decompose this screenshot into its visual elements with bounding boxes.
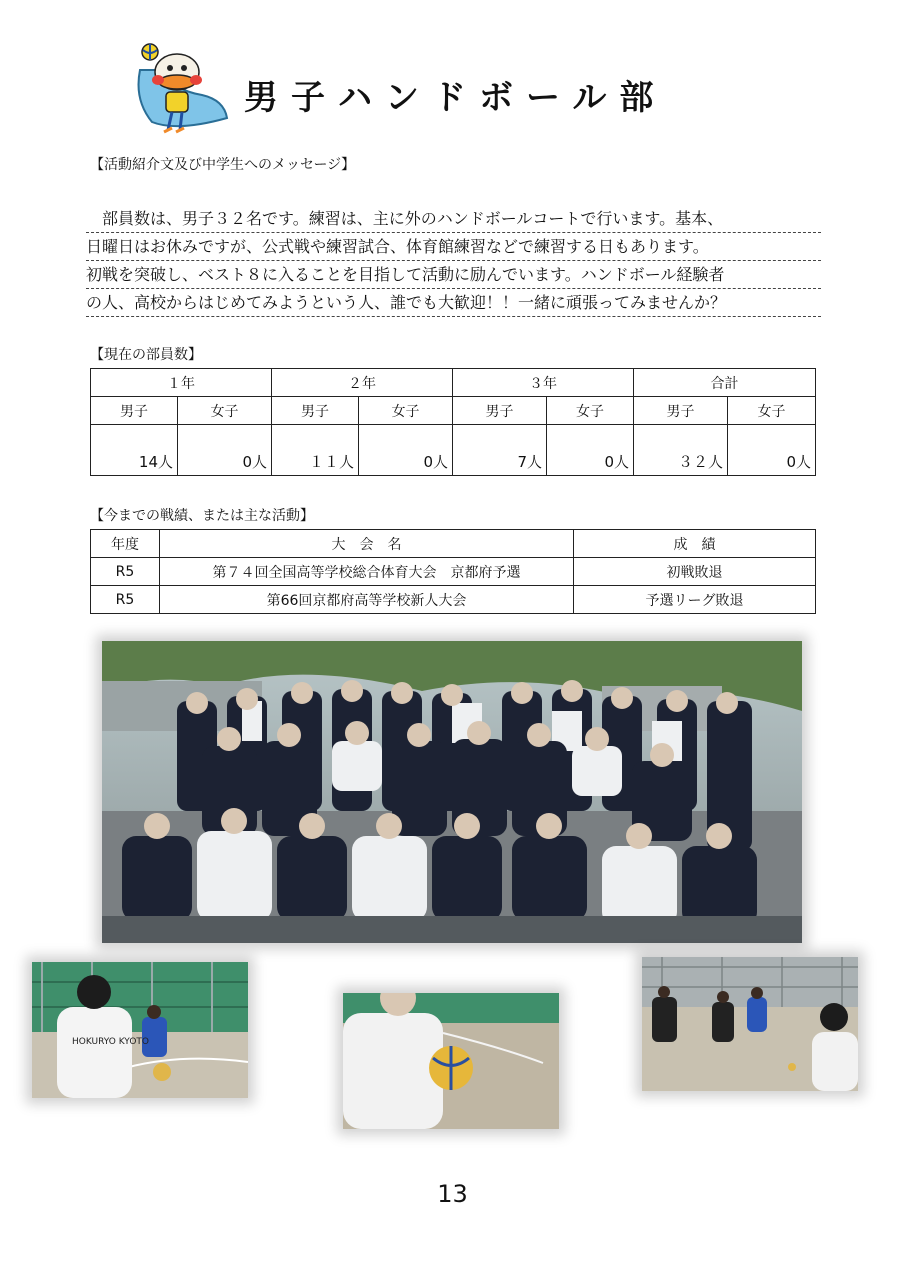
results-label: 【今までの戦績、または主な活動】	[90, 508, 314, 524]
member-count: 14人	[91, 425, 178, 476]
page-number: 13	[437, 1180, 468, 1208]
result-event: 第66回京都府高等学校新人大会	[160, 586, 574, 614]
practice-photo-2	[343, 993, 559, 1129]
table-row	[91, 586, 816, 614]
table-row	[91, 558, 816, 586]
intro-line: 部員数は、男子３２名です。練習は、主に外のハンドボールコートで行います。基本、	[86, 205, 821, 233]
member-count: 0人	[359, 425, 453, 476]
intro-message	[86, 205, 821, 317]
grade-header: 合計	[634, 369, 816, 397]
result-event: 第７４回全国高等学校総合体育大会 京都府予選	[160, 558, 574, 586]
page-title: 男子ハンドボール部	[244, 78, 667, 118]
shirt-text: HOKURYO KYOTO	[72, 1037, 149, 1047]
sex-header: 女子	[359, 397, 453, 425]
member-count: 7人	[453, 425, 547, 476]
mascot-logo	[132, 40, 232, 140]
intro-line: の人、高校からはじめてみようという人、誰でも大歓迎！！一緒に頑張ってみませんか？	[86, 289, 821, 317]
sex-header: 男子	[91, 397, 178, 425]
result-year: R5	[91, 586, 160, 614]
sex-header: 男子	[634, 397, 728, 425]
member-count: 0人	[547, 425, 634, 476]
team-photo	[102, 641, 802, 943]
results-header-result: 成 績	[574, 530, 816, 558]
intro-label: 【活動紹介文及び中学生へのメッセージ】	[90, 157, 356, 173]
result-year: R5	[91, 558, 160, 586]
practice-photo-1	[32, 962, 248, 1098]
practice-photo-3	[642, 957, 858, 1091]
results-header-event: 大 会 名	[160, 530, 574, 558]
member-count: ３２人	[634, 425, 728, 476]
grade-header: ３年	[453, 369, 634, 397]
sex-header: 男子	[453, 397, 547, 425]
result-outcome: 予選リーグ敗退	[574, 586, 816, 614]
member-count: １１人	[272, 425, 359, 476]
members-label: 【現在の部員数】	[90, 347, 202, 363]
results-header-year: 年度	[91, 530, 160, 558]
grade-header: １年	[91, 369, 272, 397]
sex-header: 女子	[178, 397, 272, 425]
sex-header: 女子	[728, 397, 816, 425]
intro-line: 日曜日はお休みですが、公式戦や練習試合、体育館練習などで練習する日もあります。	[86, 233, 821, 261]
sex-header: 女子	[547, 397, 634, 425]
member-count: 0人	[178, 425, 272, 476]
intro-line: 初戦を突破し、ベスト８に入ることを目指して活動に励んでいます。ハンドボール経験者	[86, 261, 821, 289]
results-table	[90, 529, 816, 614]
result-outcome: 初戦敗退	[574, 558, 816, 586]
grade-header: ２年	[272, 369, 453, 397]
members-table	[90, 368, 816, 476]
sex-header: 男子	[272, 397, 359, 425]
member-count: 0人	[728, 425, 816, 476]
